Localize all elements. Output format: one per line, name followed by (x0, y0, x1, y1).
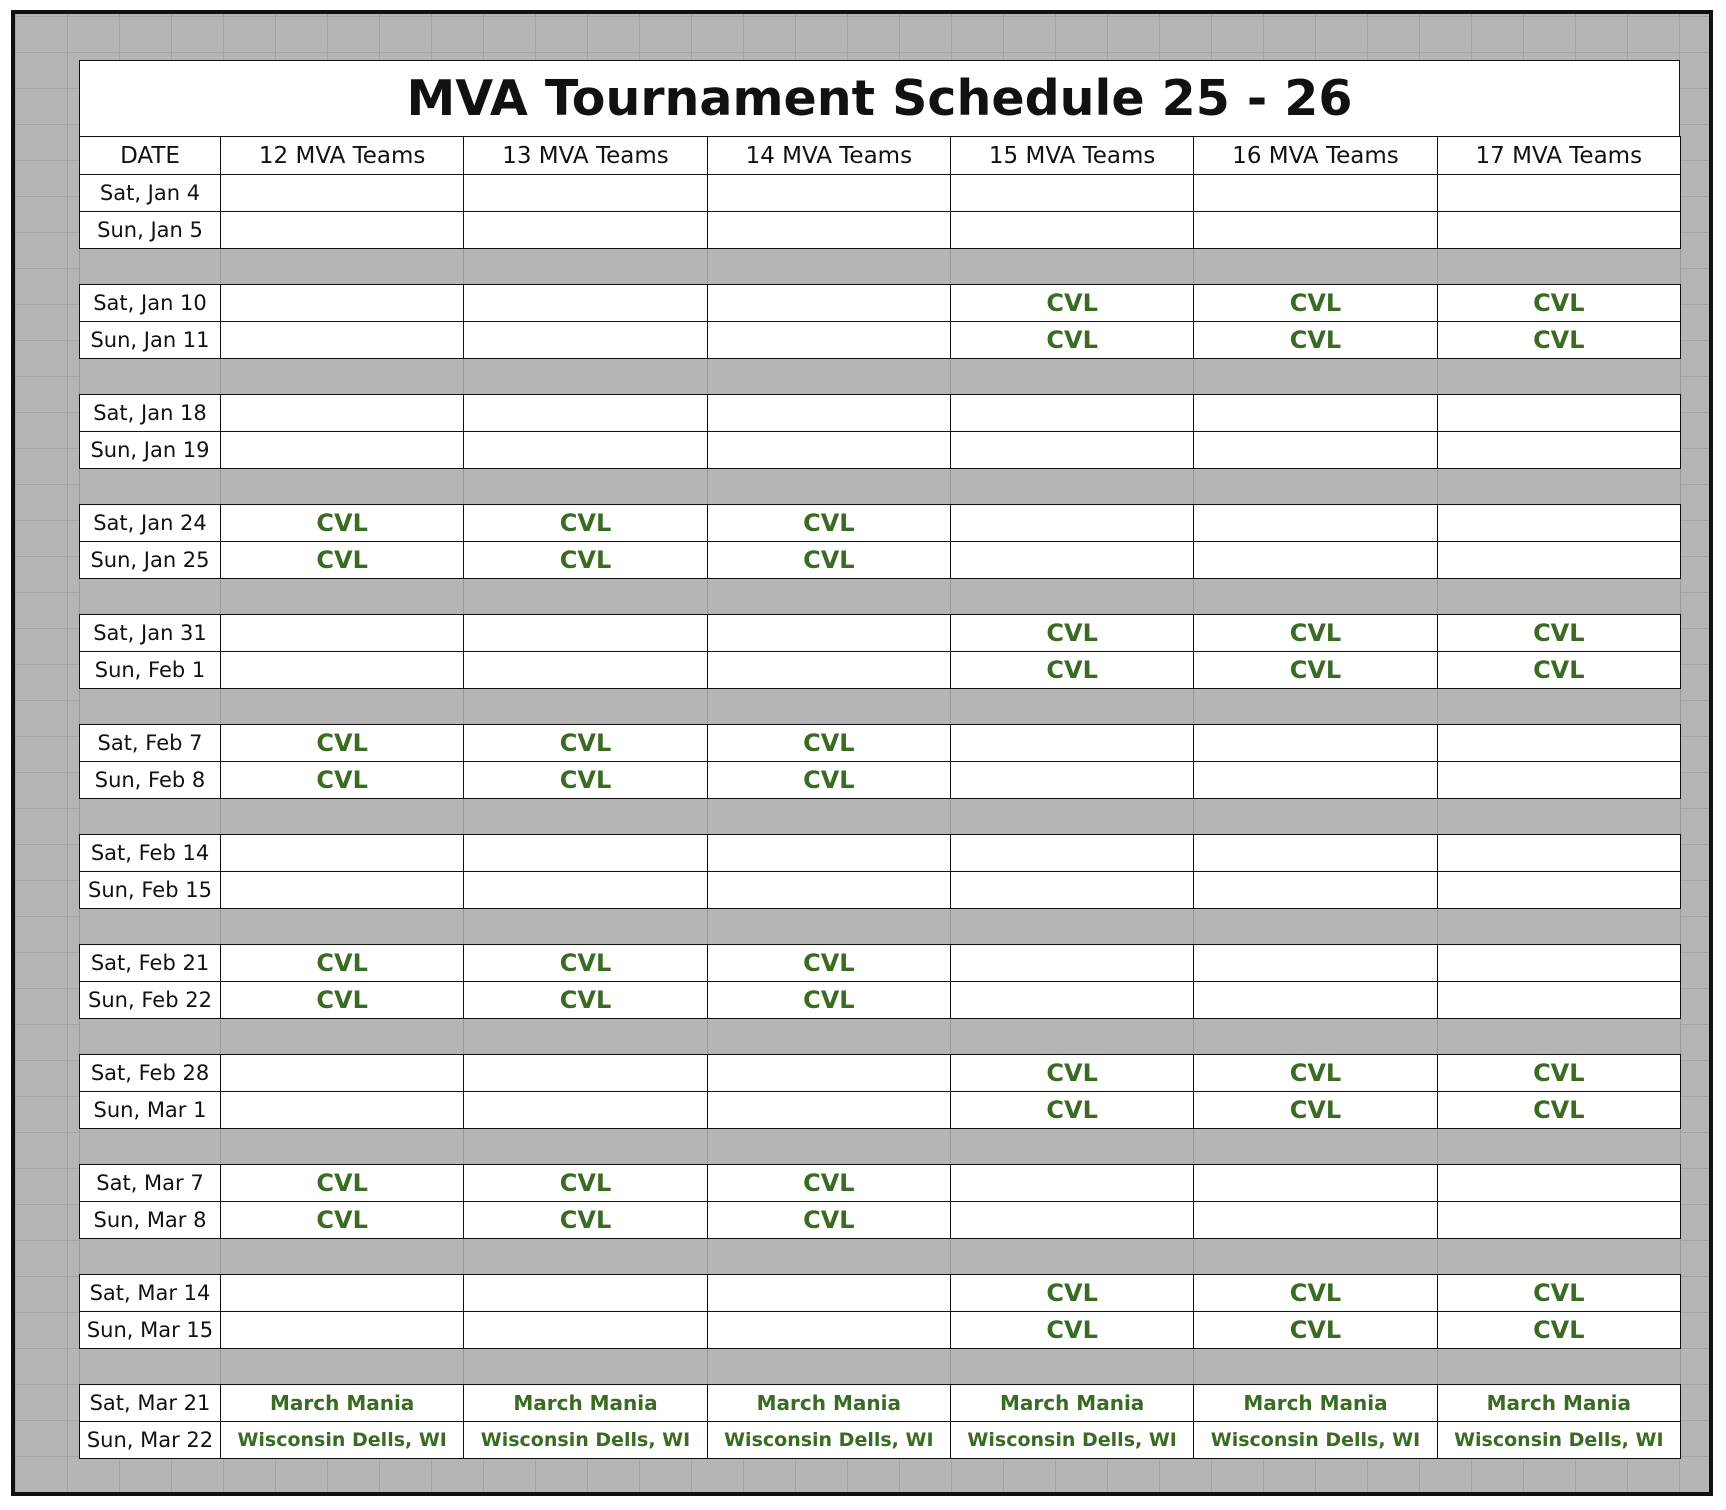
week-separator-row (80, 1019, 1681, 1055)
week-separator-row (80, 469, 1681, 505)
schedule-cell[interactable] (950, 1202, 1193, 1239)
table-row (80, 322, 1681, 359)
schedule-body (80, 175, 1681, 1459)
schedule-cell[interactable] (707, 835, 950, 872)
schedule-cell[interactable]: Wisconsin Dells, WI (221, 1422, 464, 1459)
schedule-cell[interactable] (1194, 725, 1437, 762)
schedule-cell[interactable] (1437, 175, 1680, 212)
table-row (80, 212, 1681, 249)
date-cell[interactable]: Sun, Jan 19 (80, 432, 221, 469)
week-separator-row (80, 1239, 1681, 1275)
separator-cell (707, 359, 950, 395)
separator-cell (1194, 359, 1437, 395)
schedule-cell[interactable] (1194, 432, 1437, 469)
schedule-cell[interactable] (950, 762, 1193, 799)
separator-cell (1194, 1349, 1437, 1385)
date-cell[interactable]: Sun, Jan 5 (80, 212, 221, 249)
date-cell[interactable]: Sat, Feb 7 (80, 725, 221, 762)
schedule-cell[interactable] (221, 395, 464, 432)
column-header-14: 14 MVA Teams (707, 137, 950, 175)
schedule-cell[interactable]: CVL (950, 652, 1193, 689)
schedule-cell[interactable] (1437, 835, 1680, 872)
schedule-cell[interactable]: CVL (707, 542, 950, 579)
separator-cell (464, 359, 707, 395)
schedule-cell[interactable] (1437, 1165, 1680, 1202)
table-row (80, 505, 1681, 542)
schedule-cell[interactable] (464, 872, 707, 909)
schedule-cell[interactable] (464, 395, 707, 432)
schedule-cell[interactable]: CVL (221, 945, 464, 982)
schedule-cell[interactable] (1194, 982, 1437, 1019)
separator-cell (707, 909, 950, 945)
column-header-15: 15 MVA Teams (950, 137, 1193, 175)
date-cell[interactable]: Sat, Mar 7 (80, 1165, 221, 1202)
schedule-cell[interactable] (1194, 945, 1437, 982)
schedule-cell[interactable]: CVL (707, 982, 950, 1019)
table-row (80, 432, 1681, 469)
separator-cell (80, 909, 221, 945)
schedule-cell[interactable]: CVL (707, 1165, 950, 1202)
schedule-cell[interactable] (221, 1055, 464, 1092)
schedule-cell[interactable]: CVL (464, 1165, 707, 1202)
schedule-cell[interactable]: March Mania (464, 1385, 707, 1422)
schedule-cell[interactable] (221, 1275, 464, 1312)
schedule-cell[interactable]: Wisconsin Dells, WI (464, 1422, 707, 1459)
separator-cell (1437, 1349, 1680, 1385)
separator-cell (950, 249, 1193, 285)
date-cell[interactable]: Sun, Feb 15 (80, 872, 221, 909)
table-row (80, 762, 1681, 799)
schedule-cell[interactable]: Wisconsin Dells, WI (950, 1422, 1193, 1459)
separator-cell (221, 469, 464, 505)
schedule-cell[interactable] (707, 652, 950, 689)
schedule-cell[interactable] (1437, 395, 1680, 432)
separator-cell (464, 1129, 707, 1165)
schedule-cell[interactable]: Wisconsin Dells, WI (1437, 1422, 1680, 1459)
separator-cell (80, 469, 221, 505)
schedule-cell[interactable] (707, 212, 950, 249)
schedule-cell[interactable] (464, 322, 707, 359)
separator-cell (950, 1349, 1193, 1385)
column-header-16: 16 MVA Teams (1194, 137, 1437, 175)
separator-cell (1194, 799, 1437, 835)
separator-cell (80, 689, 221, 725)
schedule-cell[interactable] (221, 835, 464, 872)
separator-cell (80, 1349, 221, 1385)
schedule-cell[interactable] (707, 322, 950, 359)
schedule-cell[interactable] (1437, 762, 1680, 799)
separator-cell (80, 1019, 221, 1055)
date-cell[interactable]: Sat, Jan 31 (80, 615, 221, 652)
column-header-date: DATE (80, 137, 221, 175)
separator-cell (950, 469, 1193, 505)
separator-cell (464, 689, 707, 725)
schedule-cell[interactable] (950, 542, 1193, 579)
schedule-cell[interactable]: CVL (1194, 615, 1437, 652)
date-cell[interactable]: Sat, Jan 4 (80, 175, 221, 212)
table-row (80, 725, 1681, 762)
schedule-cell[interactable]: CVL (1194, 322, 1437, 359)
table-row (80, 175, 1681, 212)
schedule-cell[interactable] (1194, 1202, 1437, 1239)
separator-cell (707, 1019, 950, 1055)
separator-cell (221, 909, 464, 945)
separator-cell (464, 1019, 707, 1055)
schedule-cell[interactable] (464, 615, 707, 652)
table-row (80, 1312, 1681, 1349)
separator-cell (221, 1239, 464, 1275)
schedule-cell[interactable]: CVL (221, 982, 464, 1019)
separator-cell (1437, 359, 1680, 395)
separator-cell (80, 249, 221, 285)
date-cell[interactable]: Sun, Jan 11 (80, 322, 221, 359)
table-row (80, 982, 1681, 1019)
schedule-table (79, 136, 1681, 1459)
date-cell[interactable]: Sun, Mar 15 (80, 1312, 221, 1349)
schedule-cell[interactable] (1437, 725, 1680, 762)
schedule-cell[interactable] (464, 432, 707, 469)
schedule-cell[interactable]: CVL (221, 1165, 464, 1202)
schedule-cell[interactable] (221, 1312, 464, 1349)
separator-cell (1194, 1239, 1437, 1275)
schedule-cell[interactable] (1437, 872, 1680, 909)
schedule-cell[interactable]: CVL (1437, 1055, 1680, 1092)
schedule-cell[interactable] (464, 1092, 707, 1129)
separator-cell (950, 689, 1193, 725)
separator-cell (1437, 249, 1680, 285)
separator-cell (1437, 469, 1680, 505)
schedule-cell[interactable] (1194, 1165, 1437, 1202)
separator-cell (464, 1239, 707, 1275)
schedule-cell[interactable]: CVL (1194, 1312, 1437, 1349)
separator-cell (80, 799, 221, 835)
schedule-cell[interactable] (464, 1055, 707, 1092)
date-cell[interactable]: Sun, Mar 8 (80, 1202, 221, 1239)
separator-cell (1194, 1129, 1437, 1165)
date-cell[interactable]: Sat, Feb 28 (80, 1055, 221, 1092)
schedule-cell[interactable] (464, 175, 707, 212)
schedule-cell[interactable] (221, 1092, 464, 1129)
schedule-cell[interactable] (707, 1092, 950, 1129)
table-row (80, 1055, 1681, 1092)
schedule-cell[interactable]: CVL (950, 1275, 1193, 1312)
schedule-cell[interactable]: CVL (464, 982, 707, 1019)
schedule-cell[interactable] (221, 212, 464, 249)
schedule-cell[interactable] (707, 285, 950, 322)
table-row (80, 872, 1681, 909)
page-title: MVA Tournament Schedule 25 - 26 (406, 70, 1353, 127)
separator-cell (950, 909, 1193, 945)
date-cell[interactable]: Sun, Mar 1 (80, 1092, 221, 1129)
separator-cell (221, 689, 464, 725)
separator-cell (1437, 799, 1680, 835)
schedule-cell[interactable] (221, 432, 464, 469)
table-row (80, 285, 1681, 322)
schedule-cell[interactable]: CVL (221, 762, 464, 799)
week-separator-row (80, 1349, 1681, 1385)
separator-cell (1194, 579, 1437, 615)
separator-cell (221, 1129, 464, 1165)
schedule-cell[interactable]: CVL (1194, 1055, 1437, 1092)
table-row (80, 615, 1681, 652)
separator-cell (707, 799, 950, 835)
separator-cell (950, 799, 1193, 835)
schedule-cell[interactable] (221, 652, 464, 689)
schedule-cell[interactable] (1437, 212, 1680, 249)
schedule-cell[interactable] (1437, 982, 1680, 1019)
schedule-cell[interactable]: CVL (950, 1092, 1193, 1129)
table-row (80, 1275, 1681, 1312)
schedule-cell[interactable] (1437, 505, 1680, 542)
separator-cell (80, 1129, 221, 1165)
separator-cell (1437, 1019, 1680, 1055)
separator-cell (464, 249, 707, 285)
separator-cell (707, 249, 950, 285)
schedule-cell[interactable]: CVL (1437, 322, 1680, 359)
week-separator-row (80, 689, 1681, 725)
schedule-cell[interactable]: CVL (464, 725, 707, 762)
schedule-cell[interactable] (950, 982, 1193, 1019)
schedule-cell[interactable]: CVL (950, 1312, 1193, 1349)
schedule-cell[interactable]: CVL (1437, 615, 1680, 652)
date-cell[interactable]: Sat, Feb 14 (80, 835, 221, 872)
separator-cell (950, 1019, 1193, 1055)
schedule-cell[interactable]: CVL (1437, 1312, 1680, 1349)
schedule-cell[interactable]: CVL (1194, 285, 1437, 322)
schedule-cell[interactable]: Wisconsin Dells, WI (1194, 1422, 1437, 1459)
schedule-cell[interactable] (950, 395, 1193, 432)
separator-cell (1437, 909, 1680, 945)
separator-cell (1194, 689, 1437, 725)
schedule-cell[interactable] (221, 285, 464, 322)
schedule-cell[interactable]: CVL (707, 1202, 950, 1239)
schedule-cell[interactable]: CVL (1437, 1092, 1680, 1129)
week-separator-row (80, 799, 1681, 835)
schedule-cell[interactable] (950, 212, 1193, 249)
column-header-12: 12 MVA Teams (221, 137, 464, 175)
table-row (80, 1422, 1681, 1459)
schedule-cell[interactable] (707, 175, 950, 212)
schedule-cell[interactable] (950, 835, 1193, 872)
schedule-cell[interactable]: CVL (221, 542, 464, 579)
separator-cell (1437, 1129, 1680, 1165)
separator-cell (464, 909, 707, 945)
date-cell[interactable]: Sun, Feb 1 (80, 652, 221, 689)
separator-cell (707, 1239, 950, 1275)
schedule-cell[interactable] (1194, 872, 1437, 909)
date-cell[interactable]: Sat, Mar 14 (80, 1275, 221, 1312)
separator-cell (950, 579, 1193, 615)
table-row (80, 835, 1681, 872)
schedule-cell[interactable]: March Mania (1194, 1385, 1437, 1422)
schedule-cell[interactable] (707, 395, 950, 432)
week-separator-row (80, 359, 1681, 395)
header-row (80, 137, 1681, 175)
schedule-cell[interactable]: March Mania (1437, 1385, 1680, 1422)
schedule-sheet (79, 60, 1680, 1459)
schedule-cell[interactable] (464, 835, 707, 872)
schedule-cell[interactable] (1194, 175, 1437, 212)
schedule-cell[interactable]: March Mania (950, 1385, 1193, 1422)
table-row (80, 542, 1681, 579)
schedule-cell[interactable] (1194, 762, 1437, 799)
schedule-cell[interactable] (464, 1275, 707, 1312)
schedule-cell[interactable]: CVL (950, 1055, 1193, 1092)
separator-cell (80, 359, 221, 395)
separator-cell (1194, 1019, 1437, 1055)
separator-cell (221, 579, 464, 615)
schedule-cell[interactable]: CVL (707, 725, 950, 762)
schedule-cell[interactable]: CVL (707, 945, 950, 982)
schedule-cell[interactable]: CVL (1437, 652, 1680, 689)
table-row (80, 1092, 1681, 1129)
separator-cell (950, 359, 1193, 395)
separator-cell (221, 249, 464, 285)
schedule-cell[interactable]: CVL (464, 542, 707, 579)
separator-cell (1194, 249, 1437, 285)
date-cell[interactable]: Sat, Jan 18 (80, 395, 221, 432)
schedule-cell[interactable] (1194, 542, 1437, 579)
week-separator-row (80, 579, 1681, 615)
table-row (80, 1165, 1681, 1202)
schedule-cell[interactable] (464, 212, 707, 249)
schedule-cell[interactable]: CVL (707, 505, 950, 542)
schedule-cell[interactable] (950, 432, 1193, 469)
table-row (80, 395, 1681, 432)
schedule-cell[interactable]: CVL (950, 615, 1193, 652)
schedule-cell[interactable] (1437, 945, 1680, 982)
separator-cell (1437, 579, 1680, 615)
title-row (79, 60, 1680, 136)
schedule-cell[interactable]: CVL (464, 505, 707, 542)
separator-cell (80, 579, 221, 615)
separator-cell (221, 359, 464, 395)
schedule-cell[interactable] (707, 872, 950, 909)
schedule-cell[interactable] (464, 285, 707, 322)
date-cell[interactable]: Sun, Feb 22 (80, 982, 221, 1019)
column-header-17: 17 MVA Teams (1437, 137, 1680, 175)
schedule-cell[interactable]: CVL (1194, 1092, 1437, 1129)
schedule-cell[interactable] (707, 432, 950, 469)
schedule-cell[interactable]: CVL (1194, 1275, 1437, 1312)
date-cell[interactable]: Sun, Feb 8 (80, 762, 221, 799)
table-row (80, 945, 1681, 982)
separator-cell (707, 689, 950, 725)
schedule-cell[interactable]: CVL (221, 1202, 464, 1239)
separator-cell (1194, 909, 1437, 945)
separator-cell (950, 1129, 1193, 1165)
week-separator-row (80, 909, 1681, 945)
separator-cell (221, 799, 464, 835)
separator-cell (464, 579, 707, 615)
separator-cell (1437, 1239, 1680, 1275)
separator-cell (464, 1349, 707, 1385)
schedule-cell[interactable] (221, 175, 464, 212)
schedule-cell[interactable]: CVL (221, 725, 464, 762)
separator-cell (950, 1239, 1193, 1275)
table-row (80, 1202, 1681, 1239)
separator-cell (80, 1239, 221, 1275)
schedule-cell[interactable] (950, 175, 1193, 212)
schedule-cell[interactable]: CVL (464, 1202, 707, 1239)
date-cell[interactable]: Sat, Jan 10 (80, 285, 221, 322)
schedule-cell[interactable] (707, 1275, 950, 1312)
schedule-cell[interactable] (221, 615, 464, 652)
separator-cell (464, 469, 707, 505)
separator-cell (221, 1019, 464, 1055)
schedule-cell[interactable] (464, 652, 707, 689)
schedule-cell[interactable]: CVL (1194, 652, 1437, 689)
schedule-cell[interactable]: CVL (464, 945, 707, 982)
week-separator-row (80, 1129, 1681, 1165)
schedule-cell[interactable]: March Mania (707, 1385, 950, 1422)
schedule-cell[interactable]: CVL (950, 285, 1193, 322)
schedule-cell[interactable] (707, 615, 950, 652)
separator-cell (707, 579, 950, 615)
schedule-cell[interactable]: CVL (1437, 285, 1680, 322)
column-header-13: 13 MVA Teams (464, 137, 707, 175)
schedule-cell[interactable] (221, 872, 464, 909)
schedule-cell[interactable] (1437, 1202, 1680, 1239)
schedule-cell[interactable] (1437, 432, 1680, 469)
schedule-cell[interactable]: Wisconsin Dells, WI (707, 1422, 950, 1459)
schedule-cell[interactable]: CVL (221, 505, 464, 542)
date-cell[interactable]: Sat, Jan 24 (80, 505, 221, 542)
spreadsheet-frame (11, 10, 1713, 1496)
schedule-cell[interactable] (1194, 505, 1437, 542)
schedule-cell[interactable]: CVL (707, 762, 950, 799)
schedule-cell[interactable] (464, 1312, 707, 1349)
schedule-cell[interactable] (1437, 542, 1680, 579)
schedule-cell[interactable] (1194, 835, 1437, 872)
schedule-cell[interactable] (707, 1055, 950, 1092)
separator-cell (707, 469, 950, 505)
separator-cell (221, 1349, 464, 1385)
separator-cell (1194, 469, 1437, 505)
separator-cell (464, 799, 707, 835)
schedule-cell[interactable] (1194, 395, 1437, 432)
date-cell[interactable]: Sun, Jan 25 (80, 542, 221, 579)
date-cell[interactable]: Sun, Mar 22 (80, 1422, 221, 1459)
table-row (80, 1385, 1681, 1422)
schedule-cell[interactable]: CVL (950, 322, 1193, 359)
separator-cell (1437, 689, 1680, 725)
schedule-cell[interactable]: March Mania (221, 1385, 464, 1422)
schedule-cell[interactable]: CVL (1437, 1275, 1680, 1312)
schedule-cell[interactable]: CVL (464, 762, 707, 799)
separator-cell (707, 1349, 950, 1385)
table-row (80, 652, 1681, 689)
schedule-cell[interactable] (950, 505, 1193, 542)
schedule-cell[interactable] (950, 872, 1193, 909)
separator-cell (707, 1129, 950, 1165)
schedule-cell[interactable] (221, 322, 464, 359)
week-separator-row (80, 249, 1681, 285)
schedule-cell[interactable] (950, 725, 1193, 762)
schedule-cell[interactable] (1194, 212, 1437, 249)
schedule-cell[interactable] (950, 1165, 1193, 1202)
date-cell[interactable]: Sat, Mar 21 (80, 1385, 221, 1422)
schedule-cell[interactable] (950, 945, 1193, 982)
schedule-cell[interactable] (707, 1312, 950, 1349)
date-cell[interactable]: Sat, Feb 21 (80, 945, 221, 982)
